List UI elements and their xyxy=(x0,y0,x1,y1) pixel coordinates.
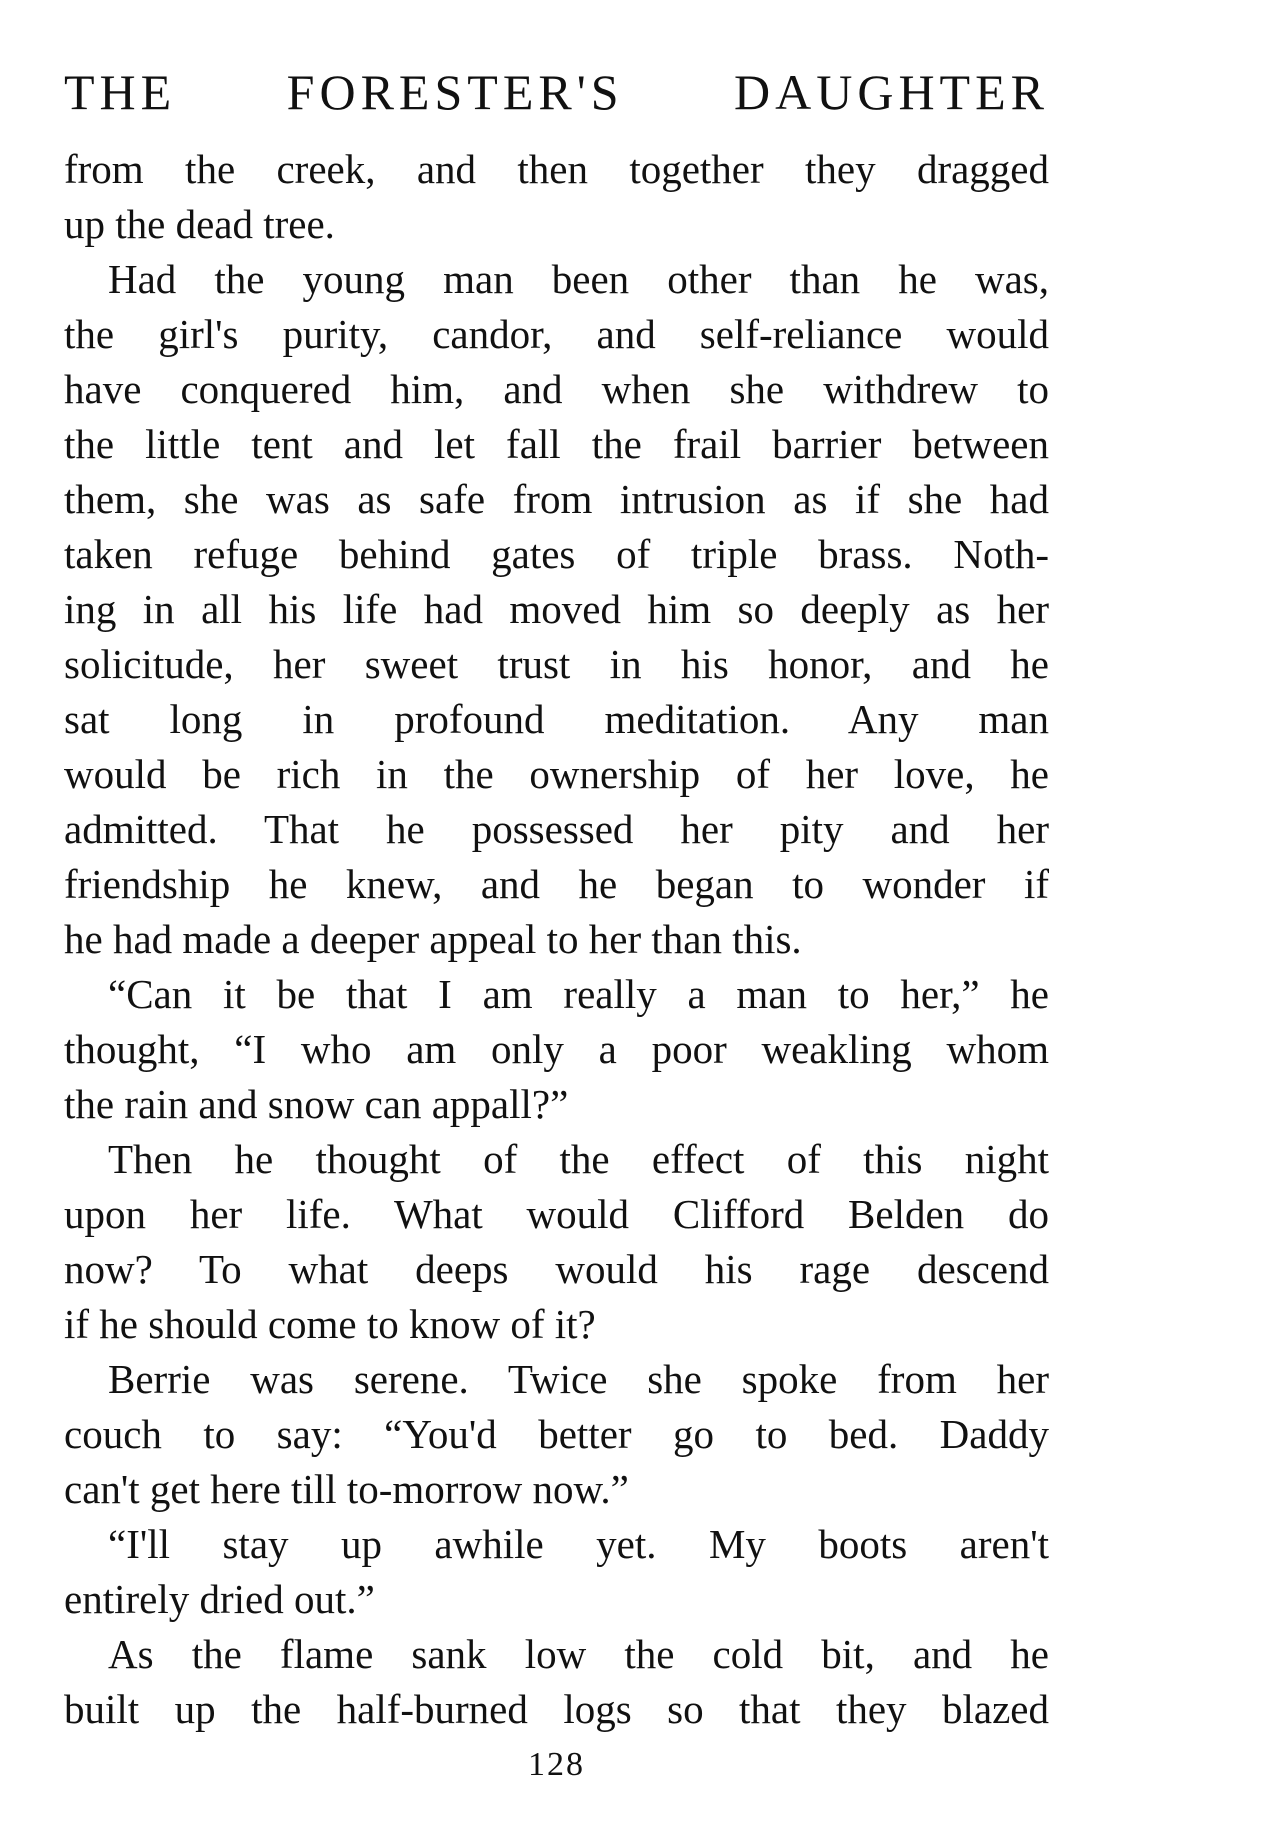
text-line: couch to say: “You'd better go to bed. Daddy xyxy=(64,1411,1049,1457)
text-line: admitted. That he possessed her pity and her xyxy=(64,806,1049,852)
text-line: built up the half-burned logs so that they blazed xyxy=(64,1686,1049,1732)
text-line: up the dead tree. xyxy=(64,201,335,247)
text-line: now? To what deeps would his rage descend xyxy=(64,1246,1049,1292)
text-line: them, she was as safe from intrusion as if she had xyxy=(64,476,1049,522)
text-line: As the flame sank low the cold bit, and he xyxy=(108,1631,1049,1677)
text-line: the girl's purity, candor, and self-reliance would xyxy=(64,311,1049,357)
text-line: the rain and snow can appall?” xyxy=(64,1081,569,1127)
text-line: solicitude, her sweet trust in his honor, and he xyxy=(64,641,1049,687)
text-line: ing in all his life had moved him so deeply as her xyxy=(64,586,1049,632)
text-line: thought, “I who am only a poor weakling whom xyxy=(64,1026,1049,1072)
body-text xyxy=(64,142,1049,1737)
text-line: from the creek, and then together they dragged xyxy=(64,146,1049,192)
text-line: entirely dried out.” xyxy=(64,1576,375,1622)
running-head: THE FORESTER'S DAUGHTER xyxy=(64,64,1049,120)
text-line: the little tent and let fall the frail barrier between xyxy=(64,421,1049,467)
book-page xyxy=(64,62,1049,1802)
text-line: Had the young man been other than he was, xyxy=(108,256,1049,302)
text-line: can't get here till to-morrow now.” xyxy=(64,1466,629,1512)
text-line: would be rich in the ownership of her love, he xyxy=(64,751,1049,797)
text-line: he had made a deeper appeal to her than this. xyxy=(64,916,802,962)
text-line: have conquered him, and when she withdrew to xyxy=(64,366,1049,412)
text-line: Then he thought of the effect of this night xyxy=(108,1136,1049,1182)
text-line: if he should come to know of it? xyxy=(64,1301,596,1347)
text-line: “I'll stay up awhile yet. My boots aren't xyxy=(108,1521,1049,1567)
page-number: 128 xyxy=(528,1746,585,1783)
text-line: sat long in profound meditation. Any man xyxy=(64,696,1049,742)
text-line: friendship he knew, and he began to wonder if xyxy=(64,861,1049,907)
text-line: upon her life. What would Clifford Belden do xyxy=(64,1191,1049,1237)
text-line: “Can it be that I am really a man to her,” he xyxy=(108,971,1049,1017)
text-line: Berrie was serene. Twice she spoke from her xyxy=(108,1356,1049,1402)
text-line: taken refuge behind gates of triple brass. Noth- xyxy=(64,531,1049,577)
